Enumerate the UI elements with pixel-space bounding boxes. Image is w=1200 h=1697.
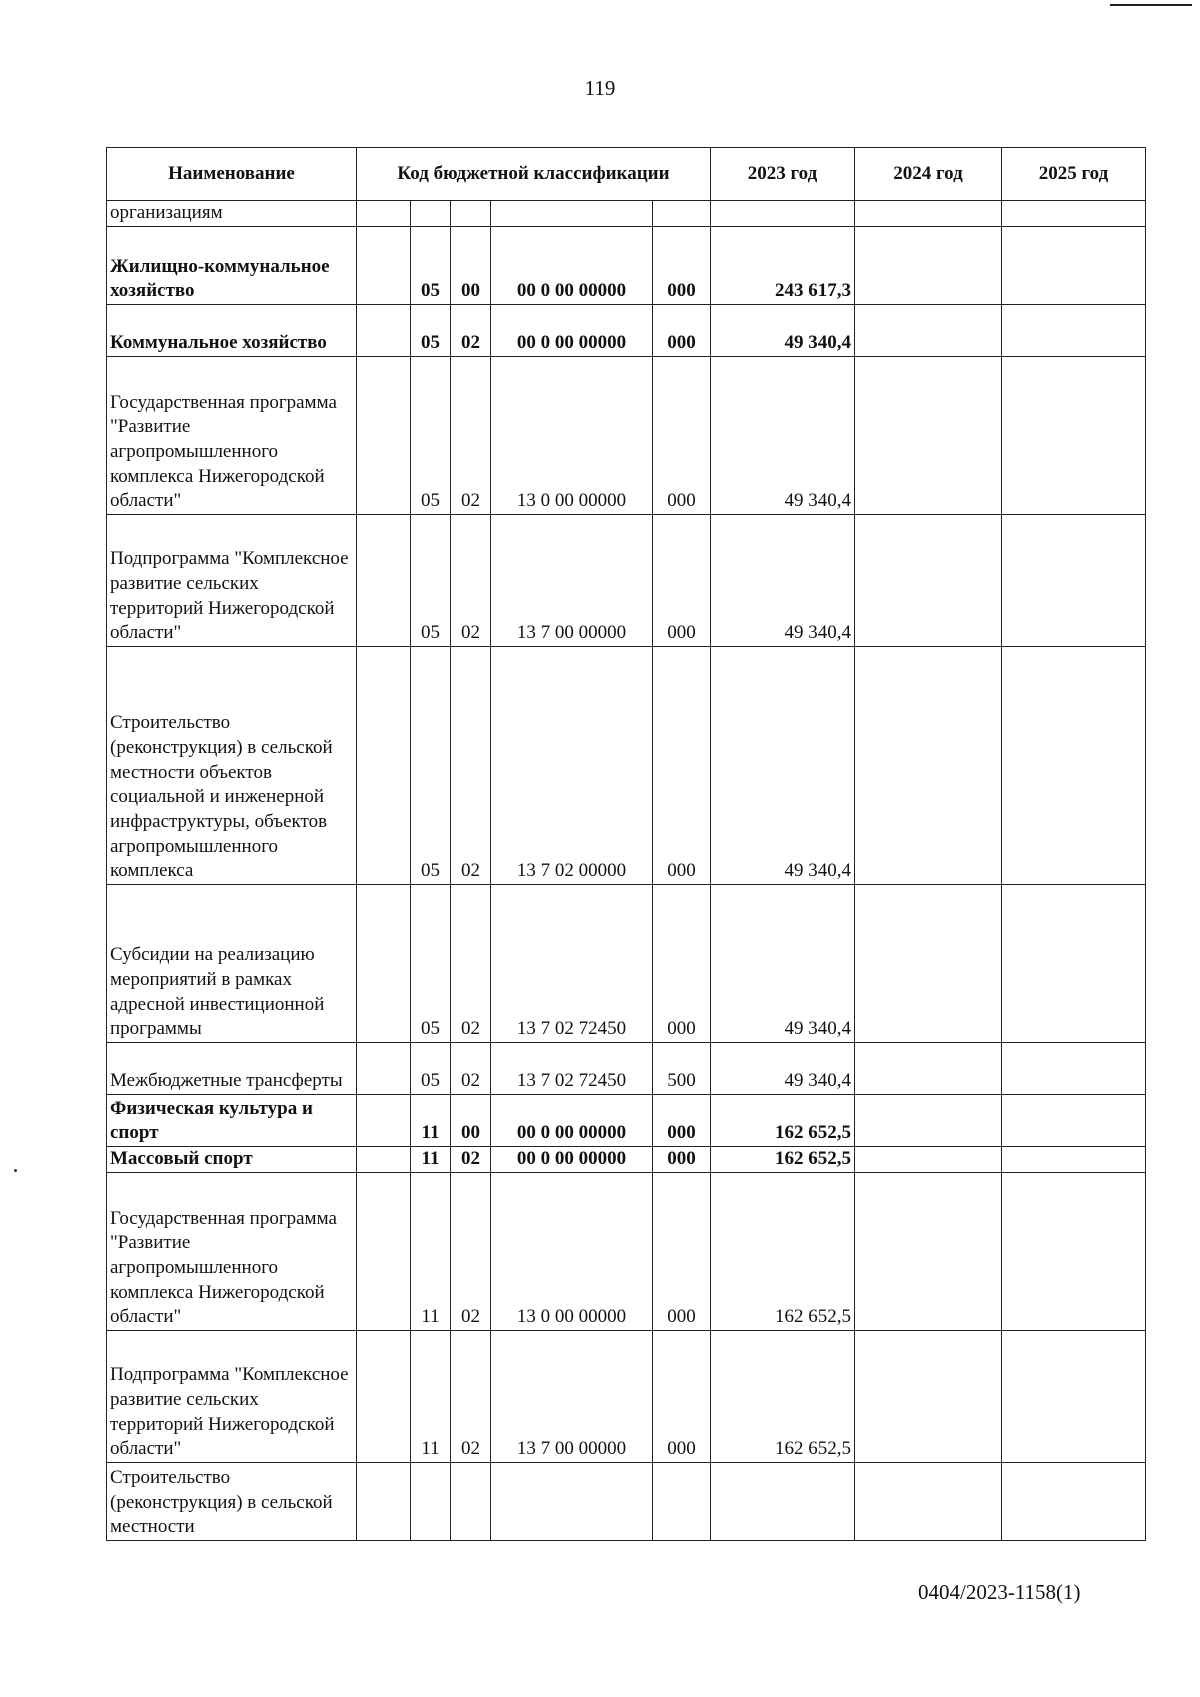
code-subsection: 02 [451, 305, 491, 357]
code-subsection: 02 [451, 1331, 491, 1463]
value-2025 [1002, 1331, 1146, 1463]
value-2025 [1002, 1095, 1146, 1147]
code-blank [357, 1331, 411, 1463]
value-2024 [855, 1331, 1002, 1463]
row-name: Подпрограмма "Комплексное развитие сельских территорий Нижегородской области" [107, 1331, 357, 1463]
code-section: 11 [411, 1331, 451, 1463]
code-target-article: 00 0 00 00000 [491, 305, 653, 357]
row-name: Строительство (реконструкция) в сельской местности объектов социальной и инженерной инфраструктуры, объектов агропромышленного комплекса [107, 647, 357, 885]
code-subsection: 02 [451, 647, 491, 885]
budget-table [106, 147, 1146, 1541]
code-target-article: 13 0 00 00000 [491, 1173, 653, 1331]
table-row [107, 357, 1146, 515]
code-expense-type: 000 [653, 227, 711, 305]
code-target-article: 00 0 00 00000 [491, 227, 653, 305]
row-name: Жилищно-коммунальное хозяйство [107, 227, 357, 305]
code-subsection: 02 [451, 1173, 491, 1331]
code-section: 05 [411, 227, 451, 305]
value-2023: 243 617,3 [711, 227, 855, 305]
table-row [107, 1147, 1146, 1173]
scan-speck [14, 1169, 17, 1172]
document-code: 0404/2023-1158(1) [918, 1580, 1081, 1604]
code-section: 05 [411, 305, 451, 357]
table-row [107, 1331, 1146, 1463]
code-expense-type: 000 [653, 647, 711, 885]
table-row [107, 647, 1146, 885]
value-2024 [855, 1043, 1002, 1095]
code-target-article: 13 7 02 00000 [491, 647, 653, 885]
code-subsection: 00 [451, 227, 491, 305]
code-section: 11 [411, 1095, 451, 1147]
corner-scan-mark [1110, 4, 1192, 6]
code-target-article: 00 0 00 00000 [491, 1147, 653, 1173]
value-2024 [855, 227, 1002, 305]
code-target-article [491, 201, 653, 227]
code-target-article [491, 1463, 653, 1541]
value-2023: 162 652,5 [711, 1095, 855, 1147]
code-target-article: 13 7 00 00000 [491, 515, 653, 647]
row-name: Коммунальное хозяйство [107, 305, 357, 357]
row-name: организациям [107, 201, 357, 227]
value-2023: 49 340,4 [711, 515, 855, 647]
code-expense-type: 000 [653, 1095, 711, 1147]
code-blank [357, 1095, 411, 1147]
row-name: Строительство (реконструкция) в сельской местности [107, 1463, 357, 1541]
value-2023 [711, 201, 855, 227]
value-2024 [855, 1147, 1002, 1173]
value-2025 [1002, 885, 1146, 1043]
code-blank [357, 885, 411, 1043]
code-subsection: 02 [451, 515, 491, 647]
code-section: 05 [411, 515, 451, 647]
value-2023: 162 652,5 [711, 1147, 855, 1173]
value-2023: 49 340,4 [711, 1043, 855, 1095]
code-section: 11 [411, 1173, 451, 1331]
code-expense-type: 000 [653, 885, 711, 1043]
code-blank [357, 357, 411, 515]
value-2025 [1002, 1463, 1146, 1541]
code-blank [357, 647, 411, 885]
table-row [107, 1043, 1146, 1095]
value-2024 [855, 1173, 1002, 1331]
table-row [107, 1095, 1146, 1147]
value-2023: 162 652,5 [711, 1331, 855, 1463]
code-target-article: 00 0 00 00000 [491, 1095, 653, 1147]
code-expense-type: 000 [653, 1331, 711, 1463]
value-2023: 49 340,4 [711, 647, 855, 885]
code-section [411, 1463, 451, 1541]
code-expense-type: 500 [653, 1043, 711, 1095]
value-2024 [855, 885, 1002, 1043]
table-row [107, 515, 1146, 647]
code-blank [357, 201, 411, 227]
code-subsection: 00 [451, 1095, 491, 1147]
code-blank [357, 1043, 411, 1095]
table-row [107, 201, 1146, 227]
code-blank [357, 515, 411, 647]
code-target-article: 13 7 02 72450 [491, 1043, 653, 1095]
row-name: Государственная программа "Развитие агропромышленного комплекса Нижегородской области" [107, 357, 357, 515]
value-2023: 49 340,4 [711, 357, 855, 515]
code-subsection [451, 201, 491, 227]
code-target-article: 13 7 02 72450 [491, 885, 653, 1043]
code-target-article: 13 7 00 00000 [491, 1331, 653, 1463]
value-2024 [855, 357, 1002, 515]
code-expense-type: 000 [653, 305, 711, 357]
code-subsection: 02 [451, 1147, 491, 1173]
table-row [107, 885, 1146, 1043]
value-2024 [855, 305, 1002, 357]
row-name: Массовый спорт [107, 1147, 357, 1173]
row-name: Физическая культура и спорт [107, 1095, 357, 1147]
code-blank [357, 1463, 411, 1541]
table-row [107, 1173, 1146, 1331]
value-2025 [1002, 1173, 1146, 1331]
value-2023: 49 340,4 [711, 305, 855, 357]
header-name: Наименование [107, 148, 357, 201]
row-name: Субсидии на реализацию мероприятий в рамках адресной инвестиционной программы [107, 885, 357, 1043]
code-blank [357, 227, 411, 305]
value-2025 [1002, 1043, 1146, 1095]
code-section: 05 [411, 885, 451, 1043]
value-2024 [855, 201, 1002, 227]
code-subsection [451, 1463, 491, 1541]
code-expense-type: 000 [653, 1173, 711, 1331]
code-expense-type: 000 [653, 1147, 711, 1173]
code-expense-type [653, 1463, 711, 1541]
code-expense-type: 000 [653, 357, 711, 515]
code-section: 05 [411, 1043, 451, 1095]
code-section: 05 [411, 647, 451, 885]
code-blank [357, 1147, 411, 1173]
value-2025 [1002, 227, 1146, 305]
value-2024 [855, 647, 1002, 885]
value-2024 [855, 1463, 1002, 1541]
code-blank [357, 305, 411, 357]
code-target-article: 13 0 00 00000 [491, 357, 653, 515]
table-row [107, 227, 1146, 305]
row-name: Государственная программа "Развитие агропромышленного комплекса Нижегородской области" [107, 1173, 357, 1331]
table-header-row [107, 148, 1146, 201]
code-expense-type [653, 201, 711, 227]
header-code: Код бюджетной классификации [357, 148, 711, 201]
value-2023: 49 340,4 [711, 885, 855, 1043]
row-name: Межбюджетные трансферты [107, 1043, 357, 1095]
value-2024 [855, 515, 1002, 647]
value-2025 [1002, 647, 1146, 885]
table-row [107, 1463, 1146, 1541]
code-expense-type: 000 [653, 515, 711, 647]
value-2023 [711, 1463, 855, 1541]
header-2024: 2024 год [855, 148, 1002, 201]
value-2025 [1002, 1147, 1146, 1173]
code-blank [357, 1173, 411, 1331]
value-2025 [1002, 357, 1146, 515]
code-subsection: 02 [451, 885, 491, 1043]
table-row [107, 305, 1146, 357]
row-name: Подпрограмма "Комплексное развитие сельских территорий Нижегородской области" [107, 515, 357, 647]
value-2025 [1002, 201, 1146, 227]
value-2025 [1002, 305, 1146, 357]
value-2025 [1002, 515, 1146, 647]
page-number: 119 [584, 76, 616, 100]
code-section: 11 [411, 1147, 451, 1173]
code-subsection: 02 [451, 1043, 491, 1095]
code-section [411, 201, 451, 227]
code-subsection: 02 [451, 357, 491, 515]
code-section: 05 [411, 357, 451, 515]
header-2023: 2023 год [711, 148, 855, 201]
header-2025: 2025 год [1002, 148, 1146, 201]
value-2023: 162 652,5 [711, 1173, 855, 1331]
value-2024 [855, 1095, 1002, 1147]
